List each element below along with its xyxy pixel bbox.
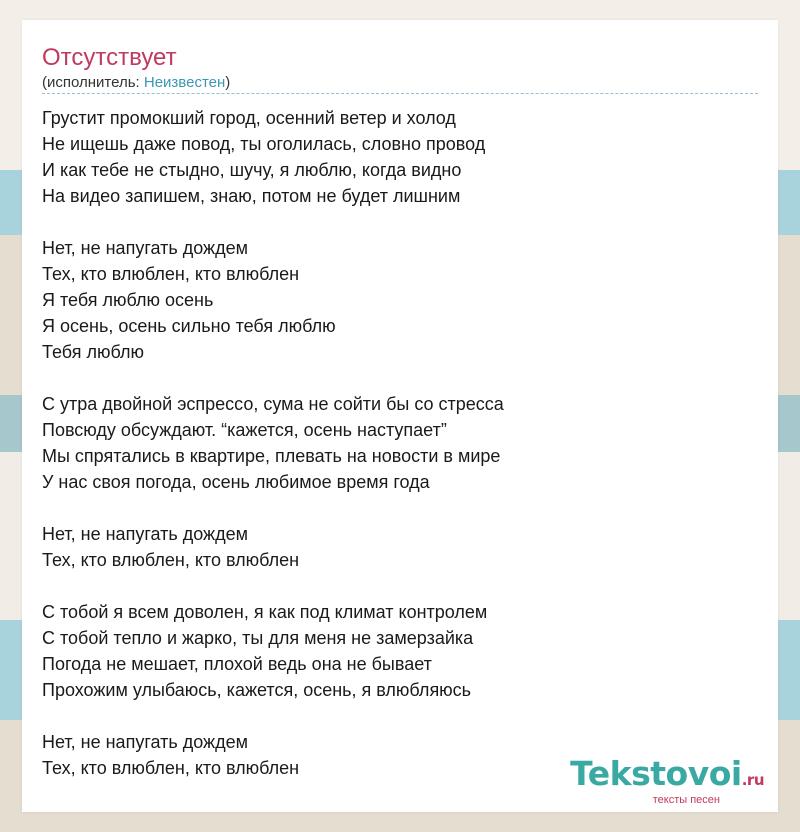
lyric-line: Тех, кто влюблен, кто влюблен (42, 758, 300, 778)
lyric-line: На видео запишем, знаю, потом не будет лишним (42, 186, 461, 206)
song-title: Отсутствует (42, 44, 177, 71)
lyric-line: Мы спрятались в квартире, плевать на новости в мире (42, 446, 501, 466)
lyric-line: Не ищешь даже повод, ты оголилась, словно провод (42, 134, 486, 154)
artist-line (42, 74, 230, 92)
logo-tld: .ru (741, 771, 764, 789)
lyric-line: У нас своя погода, осень любимое время года (42, 472, 430, 492)
logo-main-text: Tekstovoi (570, 754, 742, 793)
stanza-2 (42, 235, 758, 365)
lyric-line: Тебя люблю (42, 342, 144, 362)
artist-suffix: ) (225, 74, 231, 91)
stanza-1 (42, 105, 758, 209)
title-divider (42, 93, 758, 94)
logo-tagline: тексты песен (652, 794, 720, 806)
lyric-line: И как тебе не стыдно, шучу, я люблю, когда видно (42, 160, 462, 180)
lyric-line: Нет, не напугать дождем (42, 524, 248, 544)
lyric-line: Тех, кто влюблен, кто влюблен (42, 264, 300, 284)
logo-wordmark (570, 756, 764, 798)
lyric-line: Нет, не напугать дождем (42, 238, 248, 258)
lyric-line: Погода не мешает, плохой ведь она не бывает (42, 654, 432, 674)
artist-prefix: (исполнитель: (42, 74, 144, 91)
artist-link[interactable]: Неизвестен (143, 74, 226, 91)
lyric-line: Повсюду обсуждают. “кажется, осень наступает” (42, 420, 447, 440)
lyrics-text (42, 105, 758, 807)
stanza-5 (42, 599, 758, 703)
stanza-4 (42, 521, 758, 573)
lyric-line: С утра двойной эспрессо, сума не сойти бы со стресса (42, 394, 504, 414)
lyric-line: Тех, кто влюблен, кто влюблен (42, 550, 300, 570)
lyric-line: Грустит промокший город, осенний ветер и холод (42, 108, 456, 128)
lyric-line: Нет, не напугать дождем (42, 732, 248, 752)
site-logo[interactable] (570, 756, 764, 806)
lyrics-card (22, 20, 778, 812)
lyric-line: Я тебя люблю осень (42, 290, 214, 310)
lyric-line: Я осень, осень сильно тебя люблю (42, 316, 336, 336)
lyric-line: С тобой тепло и жарко, ты для меня не замерзайка (42, 628, 474, 648)
lyric-line: С тобой я всем доволен, я как под климат контролем (42, 602, 488, 622)
stanza-3 (42, 391, 758, 495)
lyric-line: Прохожим улыбаюсь, кажется, осень, я влюбляюсь (42, 680, 472, 700)
